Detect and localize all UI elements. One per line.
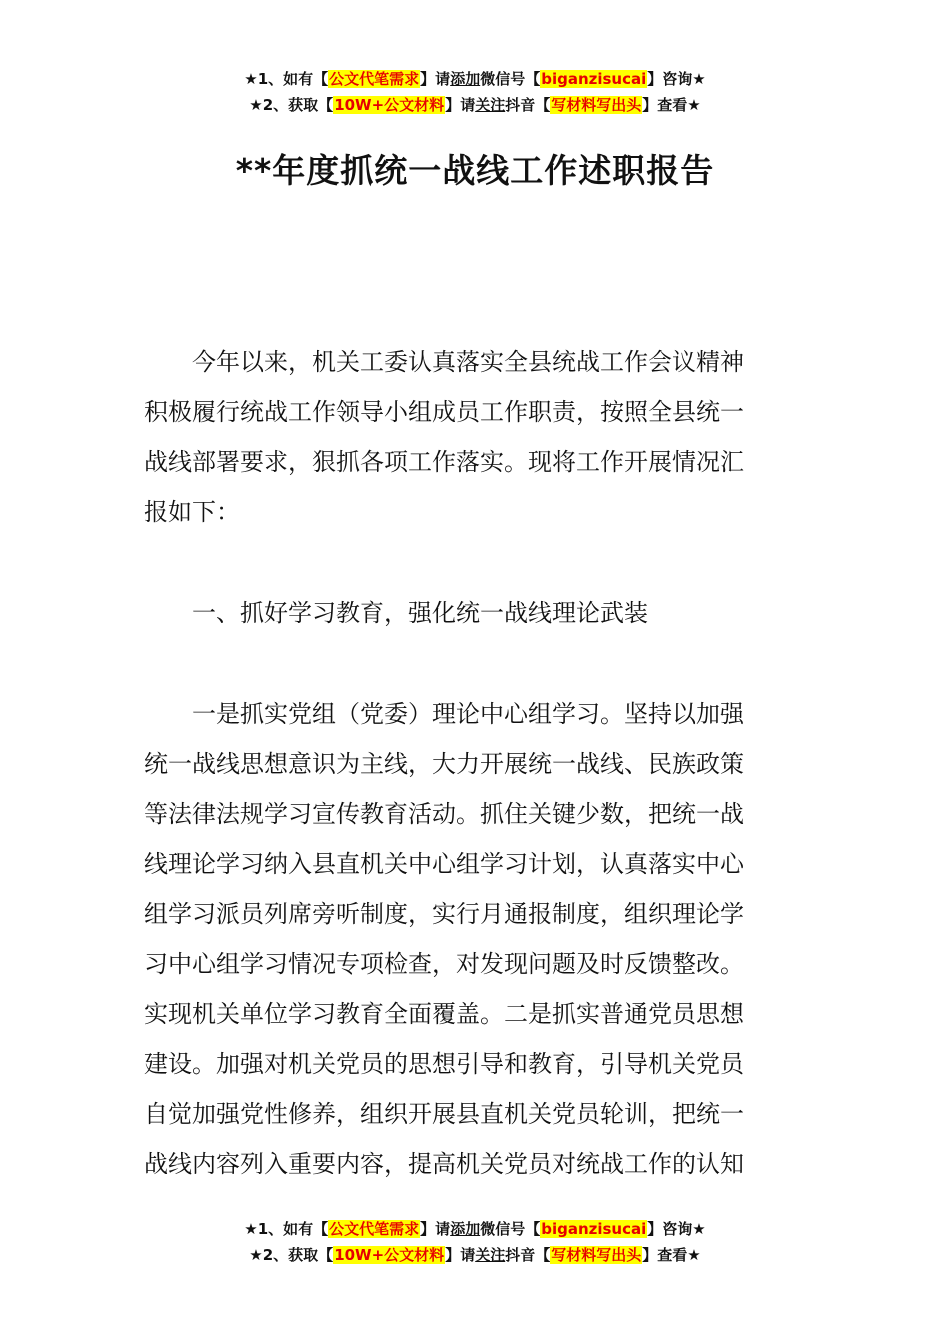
body-paragraph (144, 689, 808, 1189)
text-line: 一是抓实党组（党委）理论中心组学习。坚持以加强 (192, 700, 744, 728)
banner-text: 】请 (445, 1246, 476, 1264)
banner-line-2 (0, 92, 950, 118)
banner-text: 】请 (420, 1220, 451, 1238)
text-line: 实现机关单位学习教育全面覆盖。二是抓实普通党员思想 (144, 1000, 744, 1028)
banner-line-1 (0, 66, 950, 92)
footer-banner (0, 1216, 950, 1268)
text-line: 统一战线思想意识为主线，大力开展统一战线、民族政策 (144, 750, 744, 778)
text-line: 今年以来，机关工委认真落实全县统战工作会议精神 (192, 348, 744, 376)
banner-text: 微信号【 (480, 1220, 541, 1238)
banner-text: ★1、如有【 (244, 70, 329, 88)
document-title: **年度抓统一战线工作述职报告 (235, 151, 715, 190)
banner-line-1 (0, 1216, 950, 1242)
highlight-service: 公文代笔需求 (329, 70, 420, 88)
banner-text: 抖音【 (505, 1246, 551, 1264)
heading-text: 一、抓好学习教育，强化统一战线理论武装 (192, 599, 648, 627)
banner-underlined-text: 关注 (475, 96, 506, 114)
highlight-douyin-account: 写材料写出头 (551, 96, 642, 114)
highlight-wechat-id: biganzisucai (541, 70, 647, 88)
text-line: 建设。加强对机关党员的思想引导和教育，引导机关党员 (144, 1050, 744, 1078)
banner-line-2 (0, 1242, 950, 1268)
banner-text: ★2、获取【 (249, 96, 334, 114)
highlight-service: 公文代笔需求 (329, 1220, 420, 1238)
banner-text: 微信号【 (480, 70, 541, 88)
intro-paragraph (144, 337, 808, 537)
highlight-wechat-id: biganzisucai (541, 1220, 647, 1238)
highlight-materials: 10W+公文材料 (334, 96, 445, 114)
text-line: 战线部署要求，狠抓各项工作落实。现将工作开展情况汇 (144, 448, 744, 476)
text-line: 战线内容列入重要内容，提高机关党员对统战工作的认知 (144, 1150, 744, 1178)
highlight-douyin-account: 写材料写出头 (551, 1246, 642, 1264)
banner-text: ★2、获取【 (249, 1246, 334, 1264)
banner-underlined-text: 添加 (450, 70, 481, 88)
banner-text: ★1、如有【 (244, 1220, 329, 1238)
banner-text: 】查看★ (642, 96, 701, 114)
section-heading (144, 588, 808, 638)
banner-text: 抖音【 (505, 96, 551, 114)
banner-text: 】请 (420, 70, 451, 88)
text-line: 线理论学习纳入县直机关中心组学习计划，认真落实中心 (144, 850, 744, 878)
banner-text: 】请 (445, 96, 476, 114)
header-banner (0, 66, 950, 118)
banner-text: 】咨询★ (647, 70, 706, 88)
banner-text: 】查看★ (642, 1246, 701, 1264)
text-line: 等法律法规学习宣传教育活动。抓住关键少数，把统一战 (144, 800, 744, 828)
text-line: 报如下： (144, 498, 240, 526)
text-line: 组学习派员列席旁听制度，实行月通报制度，组织理论学 (144, 900, 744, 928)
banner-text: 】咨询★ (647, 1220, 706, 1238)
text-line: 积极履行统战工作领导小组成员工作职责，按照全县统一 (144, 398, 744, 426)
text-line: 习中心组学习情况专项检查，对发现问题及时反馈整改。 (144, 950, 744, 978)
banner-underlined-text: 添加 (450, 1220, 481, 1238)
text-line: 自觉加强党性修养，组织开展县直机关党员轮训，把统一 (144, 1100, 744, 1128)
highlight-materials: 10W+公文材料 (334, 1246, 445, 1264)
banner-underlined-text: 关注 (475, 1246, 506, 1264)
